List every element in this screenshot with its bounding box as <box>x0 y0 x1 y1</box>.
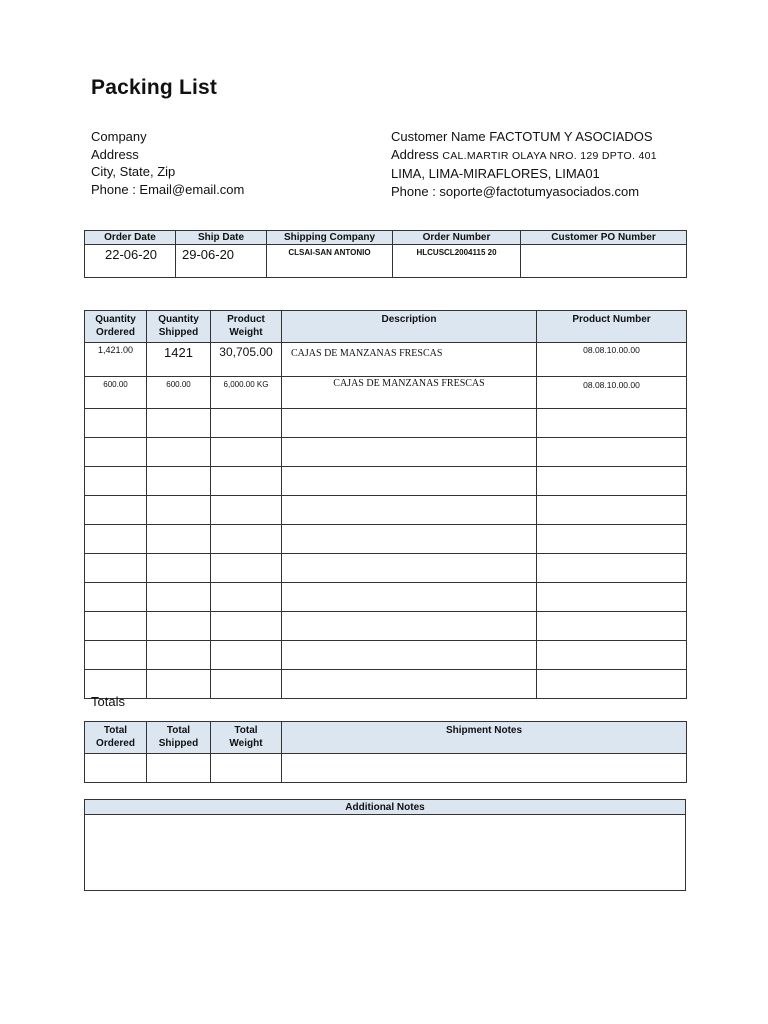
description-cell[interactable] <box>282 496 537 525</box>
qty-shipped-cell[interactable] <box>147 612 211 641</box>
customer-phone: Phone : soporte@factotumyasociados.com <box>391 183 640 199</box>
additional-notes-header-row <box>85 800 686 815</box>
totals-label: Totals <box>91 694 125 709</box>
product-number-cell[interactable] <box>537 467 687 496</box>
total-shipped-cell[interactable] <box>147 754 211 783</box>
weight-cell[interactable] <box>211 612 282 641</box>
product-number-cell[interactable] <box>537 525 687 554</box>
shipment-notes-header: Shipment Notes <box>282 722 687 754</box>
qty-shipped-header-line2: Shipped <box>158 327 199 338</box>
weight-cell[interactable] <box>211 409 282 438</box>
description-cell[interactable] <box>282 583 537 612</box>
description-cell[interactable] <box>282 670 537 699</box>
qty-shipped-cell[interactable] <box>147 525 211 554</box>
qty-ordered-cell[interactable] <box>85 525 147 554</box>
description-cell[interactable]: CAJAS DE MANZANAS FRESCAS <box>282 377 537 409</box>
description-cell[interactable] <box>282 612 537 641</box>
weight-cell[interactable]: 30,705.00 <box>211 343 282 377</box>
qty-ordered-cell[interactable] <box>85 467 147 496</box>
product-number-cell[interactable] <box>537 670 687 699</box>
customer-po-value[interactable] <box>521 245 687 278</box>
sender-phone: Phone : Email@email.com <box>91 181 245 197</box>
qty-ordered-cell[interactable] <box>85 554 147 583</box>
qty-shipped-cell[interactable] <box>147 467 211 496</box>
qty-ordered-cell[interactable] <box>85 612 147 641</box>
table-row <box>85 670 687 699</box>
total-weight-header-line2: Weight <box>229 738 263 749</box>
total-weight-cell[interactable] <box>211 754 282 783</box>
qty-ordered-cell[interactable] <box>85 641 147 670</box>
total-weight-header <box>211 722 282 754</box>
customer-name-line <box>391 128 657 146</box>
description-cell[interactable] <box>282 409 537 438</box>
qty-ordered-cell[interactable] <box>85 409 147 438</box>
sender-info <box>91 128 244 198</box>
shipping-company-header: Shipping Company <box>267 231 393 245</box>
product-number-cell[interactable]: 08.08.10.00.00 <box>537 377 687 409</box>
qty-shipped-cell[interactable] <box>147 670 211 699</box>
shipping-company-value[interactable]: CLSAI-SAN ANTONIO <box>267 245 393 278</box>
qty-ordered-header-line1: Quantity <box>95 314 136 325</box>
description-cell[interactable] <box>282 467 537 496</box>
qty-ordered-cell[interactable]: 1,421.00 <box>85 343 147 377</box>
items-table <box>84 310 687 699</box>
order-number-value[interactable]: HLCUSCL2004115 20 <box>393 245 521 278</box>
qty-ordered-cell[interactable] <box>85 583 147 612</box>
weight-cell[interactable] <box>211 525 282 554</box>
additional-notes-table <box>84 799 686 891</box>
weight-cell[interactable] <box>211 467 282 496</box>
items-header-row <box>85 311 687 343</box>
ship-date-value[interactable]: 29-06-20 <box>176 245 267 278</box>
table-row <box>85 377 687 409</box>
customer-address-value: CAL.MARTIR OLAYA NRO. 129 DPTO. 401 <box>442 149 657 162</box>
customer-address-line <box>391 146 657 166</box>
product-number-cell[interactable] <box>537 438 687 467</box>
description-header: Description <box>282 311 537 343</box>
qty-ordered-cell[interactable]: 600.00 <box>85 377 147 409</box>
additional-notes-field[interactable] <box>85 815 686 891</box>
total-ordered-cell[interactable] <box>85 754 147 783</box>
qty-shipped-header <box>147 311 211 343</box>
qty-shipped-cell[interactable] <box>147 554 211 583</box>
weight-cell[interactable] <box>211 583 282 612</box>
product-weight-header-line1: Product <box>227 314 265 325</box>
weight-cell[interactable] <box>211 670 282 699</box>
total-ordered-header <box>85 722 147 754</box>
total-weight-header-line1: Total <box>234 725 258 736</box>
qty-ordered-cell[interactable] <box>85 438 147 467</box>
qty-ordered-header-line2: Ordered <box>96 327 135 338</box>
sender-city-state-zip: City, State, Zip <box>91 164 176 179</box>
product-number-cell[interactable] <box>537 409 687 438</box>
page-title: Packing List <box>91 76 218 99</box>
product-number-cell[interactable] <box>537 554 687 583</box>
weight-cell[interactable] <box>211 438 282 467</box>
product-number-header: Product Number <box>537 311 687 343</box>
additional-notes-header: Additional Notes <box>85 800 686 815</box>
qty-shipped-cell[interactable] <box>147 641 211 670</box>
weight-cell[interactable]: 6,000.00 KG <box>211 377 282 409</box>
ship-date-header: Ship Date <box>176 231 267 245</box>
product-number-cell[interactable] <box>537 612 687 641</box>
totals-table <box>84 721 687 783</box>
description-cell[interactable]: CAJAS DE MANZANAS FRESCAS <box>282 343 537 377</box>
description-cell[interactable] <box>282 438 537 467</box>
qty-ordered-cell[interactable] <box>85 496 147 525</box>
table-row <box>85 554 687 583</box>
table-row <box>85 409 687 438</box>
order-header-row <box>85 231 687 245</box>
customer-city: LIMA, LIMA-MIRAFLORES, LIMA01 <box>391 166 600 181</box>
product-weight-header-line2: Weight <box>229 327 263 338</box>
table-row <box>85 612 687 641</box>
customer-name-value: FACTOTUM Y ASOCIADOS <box>489 129 653 144</box>
shipment-notes-cell[interactable] <box>282 754 687 783</box>
qty-shipped-cell[interactable]: 1421 <box>147 343 211 377</box>
weight-cell[interactable] <box>211 496 282 525</box>
description-cell[interactable] <box>282 554 537 583</box>
order-table <box>84 230 687 278</box>
qty-shipped-cell[interactable] <box>147 496 211 525</box>
table-row <box>85 496 687 525</box>
total-shipped-header-line1: Total <box>166 725 191 736</box>
qty-shipped-cell[interactable] <box>147 409 211 438</box>
description-cell[interactable] <box>282 525 537 554</box>
qty-shipped-cell[interactable] <box>147 438 211 467</box>
order-date-header: Order Date <box>85 231 176 245</box>
product-weight-header <box>211 311 282 343</box>
table-row <box>85 343 687 377</box>
table-row <box>85 438 687 467</box>
product-number-cell[interactable]: 08.08.10.00.00 <box>537 343 687 377</box>
sender-company: Company <box>91 129 147 144</box>
order-date-value[interactable]: 22-06-20 <box>85 245 176 278</box>
product-number-cell[interactable] <box>537 583 687 612</box>
totals-header-row <box>85 722 687 754</box>
customer-name-label: Customer Name <box>391 129 486 144</box>
description-cell[interactable] <box>282 641 537 670</box>
order-value-row <box>85 245 687 278</box>
product-number-cell[interactable] <box>537 496 687 525</box>
qty-shipped-cell[interactable]: 600.00 <box>147 377 211 409</box>
sender-address: Address <box>91 146 139 162</box>
table-row <box>85 583 687 612</box>
qty-ordered-header <box>85 311 147 343</box>
totals-value-row <box>85 754 687 783</box>
weight-cell[interactable] <box>211 641 282 670</box>
total-ordered-header-line1: Total <box>103 725 128 736</box>
total-ordered-header-line2: Ordered <box>96 738 135 749</box>
table-row <box>85 467 687 496</box>
order-number-header: Order Number <box>393 231 521 245</box>
customer-address-label: Address <box>391 146 439 162</box>
additional-notes-body-row <box>85 815 686 891</box>
table-row <box>85 525 687 554</box>
table-row <box>85 641 687 670</box>
product-number-cell[interactable] <box>537 641 687 670</box>
total-shipped-header-line2: Shipped <box>158 738 199 749</box>
customer-info <box>391 128 657 200</box>
weight-cell[interactable] <box>211 554 282 583</box>
customer-po-header: Customer PO Number <box>521 231 687 245</box>
qty-shipped-header-line1: Quantity <box>158 314 199 325</box>
qty-shipped-cell[interactable] <box>147 583 211 612</box>
total-shipped-header <box>147 722 211 754</box>
